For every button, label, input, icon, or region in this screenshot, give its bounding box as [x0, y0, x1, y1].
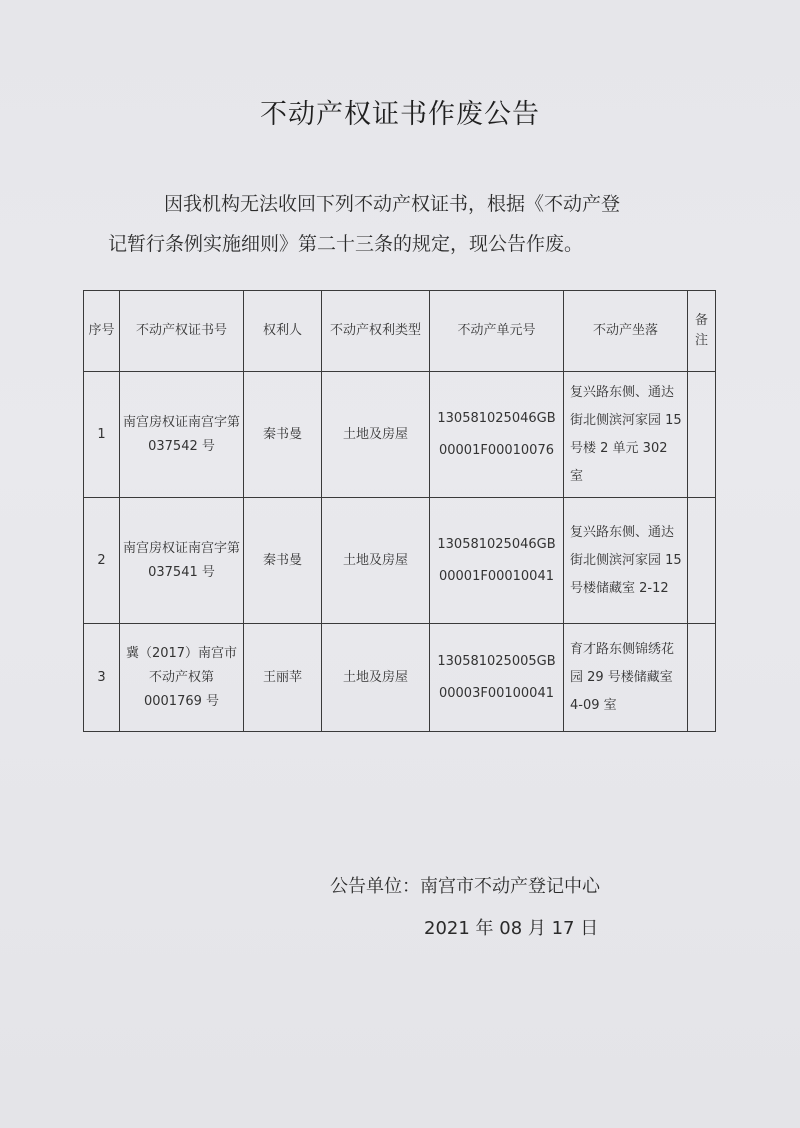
issuing-organization: 公告单位：南宫市不动产登记中心 [330, 876, 600, 897]
unit-no-part-1: 130581025046GB [437, 410, 556, 426]
cell-holder: 秦书曼 [244, 498, 322, 624]
cell-seq: 2 [84, 498, 120, 624]
table-row [84, 372, 716, 498]
header-remark: 备注 [688, 291, 716, 372]
cell-cert-no: 南宫房权证南宫字第 037542 号 [120, 372, 244, 498]
table-header-row [84, 291, 716, 372]
cell-holder: 秦书曼 [244, 372, 322, 498]
header-holder: 权利人 [244, 291, 322, 372]
table-row [84, 498, 716, 624]
cell-cert-no: 冀（2017）南宫市不动产权第 0001769 号 [120, 624, 244, 732]
unit-no-part-1: 130581025005GB [437, 653, 556, 669]
header-unit-no: 不动产单元号 [430, 291, 564, 372]
cell-type: 土地及房屋 [322, 372, 430, 498]
cell-seq: 3 [84, 624, 120, 732]
cell-unit-no [430, 372, 564, 498]
cell-seq: 1 [84, 372, 120, 498]
cell-holder: 王丽苹 [244, 624, 322, 732]
unit-no-part-2: 00001F00010076 [438, 442, 554, 458]
cell-location: 复兴路东侧、通达街北侧滨河家园 15 号楼储藏室 2-12 [564, 498, 688, 624]
intro-line-1: 因我机构无法收回下列不动产权证书，根据《不动产登 [164, 193, 621, 215]
header-cert-no: 不动产权证书号 [120, 291, 244, 372]
header-seq: 序号 [84, 291, 120, 372]
cell-unit-no [430, 624, 564, 732]
table-row [84, 624, 716, 732]
cell-type: 土地及房屋 [322, 624, 430, 732]
cell-remark [688, 624, 716, 732]
certificate-table [83, 290, 716, 732]
issue-date: 2021 年 08 月 17 日 [424, 918, 599, 939]
cell-type: 土地及房屋 [322, 498, 430, 624]
cell-remark [688, 498, 716, 624]
unit-no-part-2: 00003F00100041 [438, 685, 554, 701]
cell-location: 复兴路东侧、通达街北侧滨河家园 15 号楼 2 单元 302 室 [564, 372, 688, 498]
header-type: 不动产权利类型 [322, 291, 430, 372]
intro-paragraph [108, 184, 698, 264]
cell-remark [688, 372, 716, 498]
unit-no-part-1: 130581025046GB [437, 536, 556, 552]
header-location: 不动产坐落 [564, 291, 688, 372]
unit-no-part-2: 00001F00010041 [438, 568, 554, 584]
cell-unit-no [430, 498, 564, 624]
cell-location: 育才路东侧锦绣花园 29 号楼储藏室 4-09 室 [564, 624, 688, 732]
cell-cert-no: 南宫房权证南宫字第 037541 号 [120, 498, 244, 624]
page-title: 不动产权证书作废公告 [260, 99, 540, 130]
intro-line-2: 记暂行条例实施细则》第二十三条的规定，现公告作废。 [108, 233, 584, 255]
